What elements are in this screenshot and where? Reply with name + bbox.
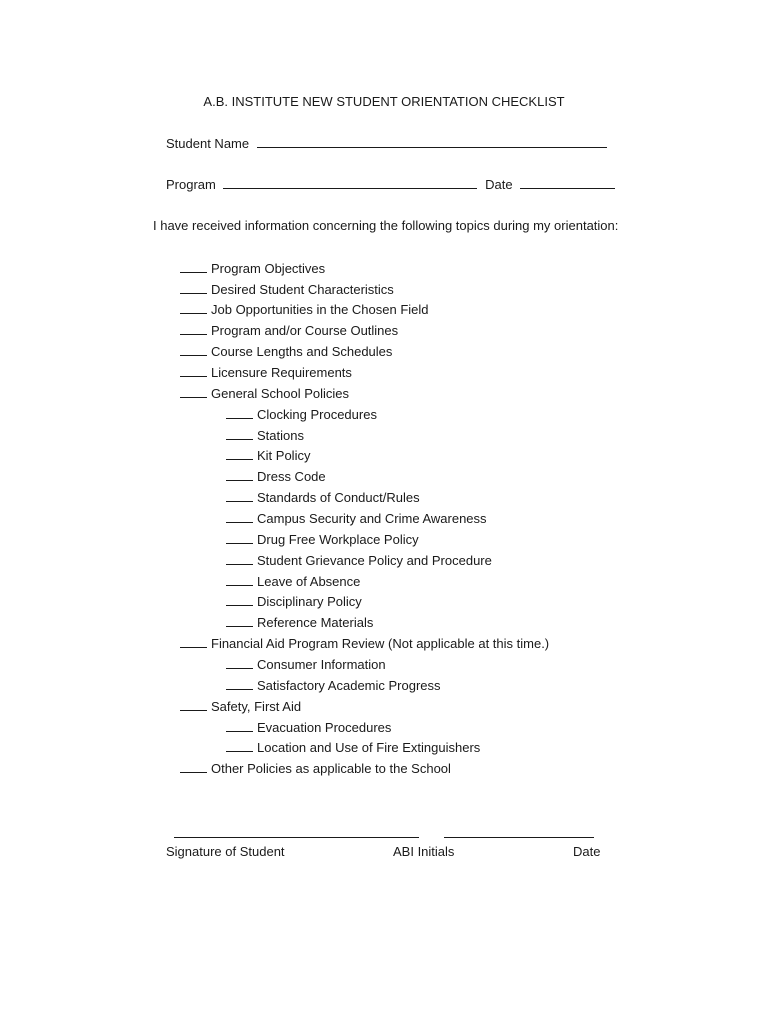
checklist-item: Desired Student Characteristics xyxy=(180,281,394,298)
checklist-subitem: Disciplinary Policy xyxy=(226,593,362,610)
date-label: Date xyxy=(485,177,513,192)
checklist-item: Safety, First Aid xyxy=(180,698,301,715)
checklist-subitem: Drug Free Workplace Policy xyxy=(226,531,419,548)
program-field[interactable] xyxy=(223,176,477,189)
check-blank[interactable] xyxy=(226,552,253,565)
checklist-subitem: Reference Materials xyxy=(226,614,373,631)
checklist-subitem: Clocking Procedures xyxy=(226,406,377,423)
check-blank[interactable] xyxy=(226,593,253,606)
checklist-subitem: Evacuation Procedures xyxy=(226,719,391,736)
checklist-item: Licensure Requirements xyxy=(180,364,352,381)
checklist-subitem: Standards of Conduct/Rules xyxy=(226,489,420,506)
check-blank[interactable] xyxy=(226,447,253,460)
student-name-field[interactable] xyxy=(257,135,607,148)
check-blank[interactable] xyxy=(226,427,253,440)
check-blank[interactable] xyxy=(226,614,253,627)
checklist-subitem: Dress Code xyxy=(226,468,326,485)
checklist-item: Course Lengths and Schedules xyxy=(180,343,392,360)
check-blank[interactable] xyxy=(180,343,207,356)
signature-date-label: Date xyxy=(573,844,601,859)
checklist-subitem: Satisfactory Academic Progress xyxy=(226,677,441,694)
program-label: Program xyxy=(166,177,216,192)
check-blank[interactable] xyxy=(226,468,253,481)
checklist-item: Program Objectives xyxy=(180,260,325,277)
program-date-row xyxy=(166,176,615,193)
check-blank[interactable] xyxy=(180,322,207,335)
page-title: A.B. INSTITUTE NEW STUDENT ORIENTATION CHECKLIST xyxy=(203,94,565,109)
checklist-subitem: Location and Use of Fire Extinguishers xyxy=(226,739,480,756)
check-blank[interactable] xyxy=(226,656,253,669)
checklist-subitem: Kit Policy xyxy=(226,447,310,464)
check-blank[interactable] xyxy=(226,739,253,752)
check-blank[interactable] xyxy=(180,698,207,711)
signature-student-label: Signature of Student xyxy=(166,844,285,859)
checklist-item: Financial Aid Program Review (Not applicable at this time.) xyxy=(180,635,549,652)
checklist-item: General School Policies xyxy=(180,385,349,402)
check-blank[interactable] xyxy=(226,406,253,419)
check-blank[interactable] xyxy=(226,719,253,732)
check-blank[interactable] xyxy=(226,489,253,502)
abi-initials-label: ABI Initials xyxy=(393,844,455,859)
checklist-item: Other Policies as applicable to the School xyxy=(180,760,451,777)
check-blank[interactable] xyxy=(226,573,253,586)
check-blank[interactable] xyxy=(180,635,207,648)
check-blank[interactable] xyxy=(180,281,207,294)
checklist-subitem: Consumer Information xyxy=(226,656,386,673)
student-name-row xyxy=(166,135,607,152)
student-signature-line[interactable] xyxy=(174,837,419,838)
checklist-subitem: Leave of Absence xyxy=(226,573,360,590)
date-field[interactable] xyxy=(520,176,615,189)
checklist-subitem: Student Grievance Policy and Procedure xyxy=(226,552,492,569)
checklist-item: Job Opportunities in the Chosen Field xyxy=(180,301,429,318)
check-blank[interactable] xyxy=(180,364,207,377)
date-signature-line[interactable] xyxy=(444,837,594,838)
check-blank[interactable] xyxy=(180,760,207,773)
checklist-subitem: Stations xyxy=(226,427,304,444)
checklist-subitem: Campus Security and Crime Awareness xyxy=(226,510,487,527)
check-blank[interactable] xyxy=(226,531,253,544)
check-blank[interactable] xyxy=(226,510,253,523)
check-blank[interactable] xyxy=(180,260,207,273)
intro-text: I have received information concerning the following topics during my orientation: xyxy=(153,218,619,233)
checklist-item: Program and/or Course Outlines xyxy=(180,322,398,339)
check-blank[interactable] xyxy=(226,677,253,690)
check-blank[interactable] xyxy=(180,301,207,314)
student-name-label: Student Name xyxy=(166,136,250,151)
check-blank[interactable] xyxy=(180,385,207,398)
